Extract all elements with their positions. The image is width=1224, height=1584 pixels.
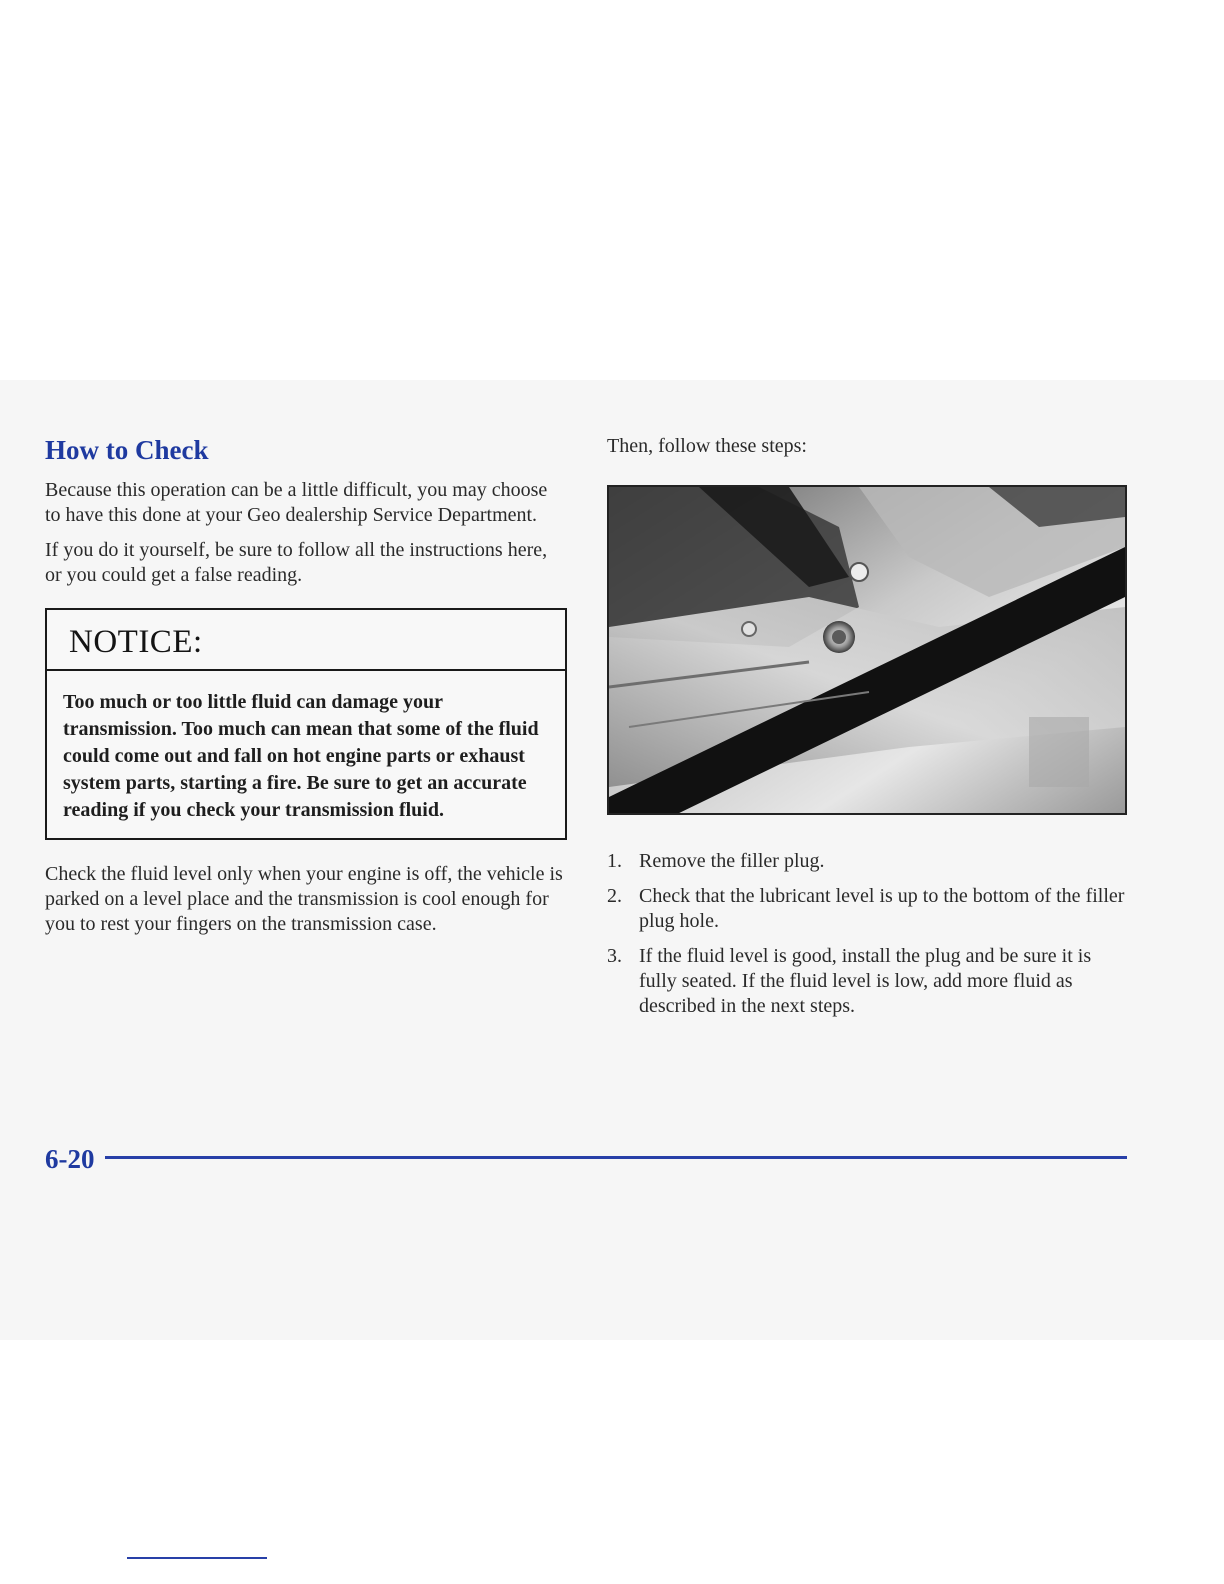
- notice-title: NOTICE:: [47, 610, 565, 670]
- steps-intro: Then, follow these steps:: [607, 435, 807, 457]
- step-number: 1.: [607, 850, 622, 872]
- section-heading: How to Check: [45, 435, 209, 465]
- notice-box: [45, 608, 567, 839]
- step-text: Check that the lubricant level is up to the bottom of the filler plug hole.: [639, 885, 1125, 932]
- left-column: [45, 434, 567, 947]
- page-number: 6-20: [45, 1144, 95, 1174]
- list-item: [607, 944, 1127, 1019]
- instructions-paragraph: If you do it yourself, be sure to follow all the instructions here, or you could get a false reading.: [45, 539, 548, 587]
- bottom-rule-mark: [127, 1557, 267, 1559]
- right-column: [607, 434, 1127, 1029]
- page-footer: [45, 1142, 1127, 1178]
- step-number: 3.: [607, 945, 622, 967]
- notice-body: Too much or too little fluid can damage your transmission. Too much can mean that some of the fluid could come out and fall on hot engine parts or exhaust system parts, starting a fire. Be sure to get an accurate reading if you check your transmission fluid.: [63, 690, 539, 821]
- step-text: Remove the filler plug.: [639, 850, 825, 872]
- list-item: [607, 849, 1127, 874]
- steps-list: [607, 849, 1127, 1019]
- check-conditions-paragraph: Check the fluid level only when your engine is off, the vehicle is parked on a level place and the transmission is cool enough for you to rest your fingers on the transmission case.: [45, 862, 563, 935]
- intro-paragraph: Because this operation can be a little difficult, you may choose to have this done at your Geo dealership Service Department.: [45, 479, 548, 527]
- list-item: [607, 884, 1127, 934]
- transmission-filler-plug-photo: [607, 485, 1127, 815]
- step-number: 2.: [607, 885, 622, 907]
- footer-rule: [105, 1156, 1127, 1159]
- photo-illustration: [609, 487, 1125, 813]
- step-text: If the fluid level is good, install the plug and be sure it is fully seated. If the fluid level is low, add more fluid as described in the next steps.: [639, 945, 1092, 1017]
